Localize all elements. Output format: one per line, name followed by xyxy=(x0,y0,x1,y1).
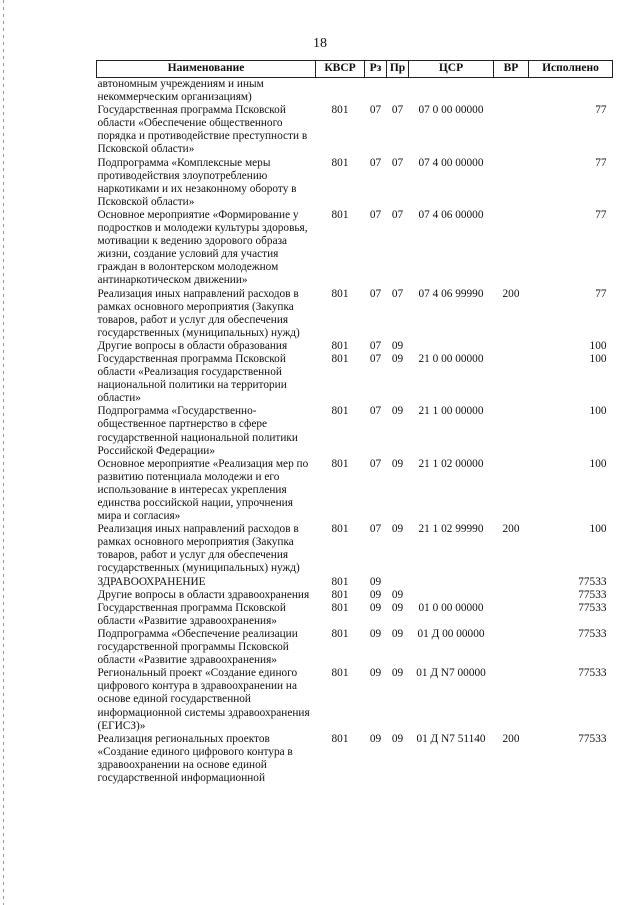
row-csr: 21 1 02 00000 xyxy=(418,457,484,470)
row-kvsr: 801 xyxy=(331,588,349,601)
row-kvsr: 801 xyxy=(331,352,349,365)
table-row xyxy=(97,523,613,575)
row-pr: 09 xyxy=(391,732,404,745)
scan-edge-line xyxy=(3,0,4,905)
row-rz: 07 xyxy=(369,104,382,117)
table-row xyxy=(97,340,613,353)
table-row xyxy=(97,576,613,589)
table-row xyxy=(97,209,613,288)
row-vr xyxy=(494,104,529,156)
row-executed: 77533 xyxy=(578,575,607,588)
row-pr: 09 xyxy=(391,352,404,365)
row-rz: 07 xyxy=(369,208,382,221)
table-row xyxy=(97,733,613,785)
row-rz: 07 xyxy=(369,523,382,536)
row-vr xyxy=(494,157,529,209)
row-vr xyxy=(494,628,529,667)
table-row xyxy=(97,667,613,732)
row-kvsr: 801 xyxy=(331,156,349,169)
budget-table xyxy=(96,60,613,785)
row-name: Основное мероприятие «Формирование у подростков и молодежи культуры здоровья, мотивации к ведению здорового образа жизни, создание условий для участия граждан в волонтерском молодежном антинаркотическом движении» xyxy=(97,208,308,287)
row-executed: 77533 xyxy=(578,732,607,745)
row-kvsr: 801 xyxy=(331,523,349,536)
row-name: Региональный проект «Создание единого цифрового контура в здравоохранении на основе единой государственной информационной системы здравоохранения (ЕГИСЗ)» xyxy=(97,667,310,732)
row-csr: 21 1 02 99990 xyxy=(418,523,484,536)
row-rz: 07 xyxy=(369,352,382,365)
row-csr: 07 4 06 00000 xyxy=(418,208,484,221)
row-name: Реализация иных направлений расходов в рамках основного мероприятия (Закупка товаров, работ и услуг для обеспечения государственных (муниципальных) нужд) xyxy=(97,523,300,575)
row-rz: 09 xyxy=(369,627,382,640)
row-kvsr: 801 xyxy=(331,627,349,640)
row-kvsr: 801 xyxy=(331,575,349,588)
row-pr: 07 xyxy=(391,208,404,221)
table-row xyxy=(97,78,613,105)
table-row xyxy=(97,628,613,667)
row-vr xyxy=(494,340,529,353)
row-csr xyxy=(409,78,494,105)
row-vr xyxy=(494,405,529,457)
row-pr: 09 xyxy=(391,339,404,352)
row-kvsr: 801 xyxy=(331,601,349,614)
row-name: Государственная программа Псковской области «Обеспечение общественного порядка и противодействие преступности в Псковской области» xyxy=(97,104,308,156)
row-vr xyxy=(494,458,529,523)
row-pr: 09 xyxy=(391,601,404,614)
row-rz: 09 xyxy=(369,588,382,601)
row-name: Основное мероприятие «Реализация мер по развитию потенциала молодежи и его использование в интересах укрепления единства российской нации, упрочнения мира и согласия» xyxy=(97,457,309,523)
row-executed: 100 xyxy=(589,457,607,470)
row-pr: 09 xyxy=(391,627,404,640)
table-row xyxy=(97,288,613,340)
row-csr: 21 1 00 00000 xyxy=(418,405,484,418)
row-rz xyxy=(365,78,387,105)
row-pr xyxy=(387,576,409,589)
row-vr: 200 xyxy=(502,287,520,300)
row-csr xyxy=(409,340,494,353)
header-vr: ВР xyxy=(494,61,529,78)
row-kvsr: 801 xyxy=(331,104,349,117)
header-name: Наименование xyxy=(97,61,316,78)
row-kvsr xyxy=(316,78,365,105)
table-body xyxy=(97,78,613,786)
row-name: Другие вопросы в области образования xyxy=(97,339,288,352)
row-csr: 07 4 00 00000 xyxy=(418,156,484,169)
row-executed: 77 xyxy=(595,208,607,221)
row-pr xyxy=(387,78,409,105)
row-vr xyxy=(494,209,529,288)
row-pr: 07 xyxy=(391,156,404,169)
row-pr: 09 xyxy=(391,588,404,601)
row-rz: 07 xyxy=(369,156,382,169)
header-pr: Пр xyxy=(387,61,409,78)
row-vr xyxy=(494,78,529,105)
row-name: Подпрограмма «Комплексные меры противодействия злоупотреблению наркотиками и их незаконному обороту в Псковской области» xyxy=(97,156,297,208)
row-csr: 07 4 06 99990 xyxy=(418,287,484,300)
row-name: Реализация региональных проектов «Создание единого цифрового контура в здравоохранении на основе единой государственной информационной xyxy=(97,732,293,784)
row-executed: 77 xyxy=(595,287,607,300)
page-number: 18 xyxy=(313,36,327,51)
row-executed: 100 xyxy=(589,352,607,365)
row-name: автономным учреждениям и иным некоммерческим организациям) xyxy=(97,78,264,104)
row-name: Государственная программа Псковской области «Развитие здравоохранения» xyxy=(97,601,286,627)
row-csr xyxy=(409,589,494,602)
row-csr: 01 Д N7 51140 xyxy=(416,732,486,745)
row-executed: 100 xyxy=(589,405,607,418)
row-kvsr: 801 xyxy=(331,457,349,470)
row-csr: 01 0 00 00000 xyxy=(418,601,484,614)
row-executed: 100 xyxy=(589,523,607,536)
table-row xyxy=(97,104,613,156)
row-kvsr: 801 xyxy=(331,287,349,300)
row-vr xyxy=(494,667,529,732)
row-name: Другие вопросы в области здравоохранения xyxy=(97,588,310,601)
row-rz: 09 xyxy=(369,575,382,588)
row-name: Государственная программа Псковской области «Реализация государственной национальной политики на территории области» xyxy=(97,352,287,405)
header-rz: Рз xyxy=(365,61,387,78)
header-executed: Исполнено xyxy=(529,61,613,78)
row-executed: 77533 xyxy=(578,627,607,640)
row-executed: 100 xyxy=(589,339,607,352)
row-executed xyxy=(529,78,613,105)
row-csr: 21 0 00 00000 xyxy=(418,352,484,365)
header-csr: ЦСР xyxy=(409,61,494,78)
row-vr xyxy=(494,589,529,602)
row-vr xyxy=(494,602,529,628)
row-kvsr: 801 xyxy=(331,667,349,680)
row-executed: 77533 xyxy=(578,667,607,680)
row-executed: 77533 xyxy=(578,588,607,601)
row-name: Подпрограмма «Обеспечение реализации государственной программы Псковской области «Развитие здравоохранения» xyxy=(97,627,298,667)
row-rz: 07 xyxy=(369,405,382,418)
row-rz: 09 xyxy=(369,667,382,680)
table-row xyxy=(97,589,613,602)
row-name: Подпрограмма «Государственно-общественное партнерство в сфере государственной национальной политики Российской Федерации» xyxy=(97,405,298,457)
row-rz: 09 xyxy=(369,601,382,614)
row-kvsr: 801 xyxy=(331,208,349,221)
row-pr: 09 xyxy=(391,523,404,536)
table-row xyxy=(97,602,613,628)
row-kvsr: 801 xyxy=(331,339,349,352)
budget-table-container xyxy=(96,60,612,785)
row-executed: 77 xyxy=(595,104,607,117)
row-csr xyxy=(409,576,494,589)
header-kvsr: КВСР xyxy=(316,61,365,78)
row-vr xyxy=(494,576,529,589)
row-csr: 01 Д 00 00000 xyxy=(417,627,485,640)
table-row xyxy=(97,405,613,457)
row-rz: 07 xyxy=(369,339,382,352)
table-header-row xyxy=(97,61,613,78)
row-pr: 09 xyxy=(391,457,404,470)
row-pr: 09 xyxy=(391,667,404,680)
row-rz: 09 xyxy=(369,732,382,745)
row-executed: 77533 xyxy=(578,601,607,614)
table-row xyxy=(97,458,613,523)
row-name: Реализация иных направлений расходов в рамках основного мероприятия (Закупка товаров, работ и услуг для обеспечения государственных (муниципальных) нужд) xyxy=(97,287,300,339)
row-csr: 01 Д N7 00000 xyxy=(416,667,486,680)
row-vr xyxy=(494,353,529,405)
table-row xyxy=(97,157,613,209)
row-kvsr: 801 xyxy=(331,732,349,745)
row-pr: 09 xyxy=(391,405,404,418)
row-pr: 07 xyxy=(391,287,404,300)
row-vr: 200 xyxy=(502,523,520,536)
row-kvsr: 801 xyxy=(331,405,349,418)
row-pr: 07 xyxy=(391,104,404,117)
row-vr: 200 xyxy=(502,732,520,745)
row-name: ЗДРАВООХРАНЕНИЕ xyxy=(97,575,206,588)
row-rz: 07 xyxy=(369,287,382,300)
row-csr: 07 0 00 00000 xyxy=(418,104,484,117)
row-executed: 77 xyxy=(595,156,607,169)
table-row xyxy=(97,353,613,405)
row-rz: 07 xyxy=(369,457,382,470)
